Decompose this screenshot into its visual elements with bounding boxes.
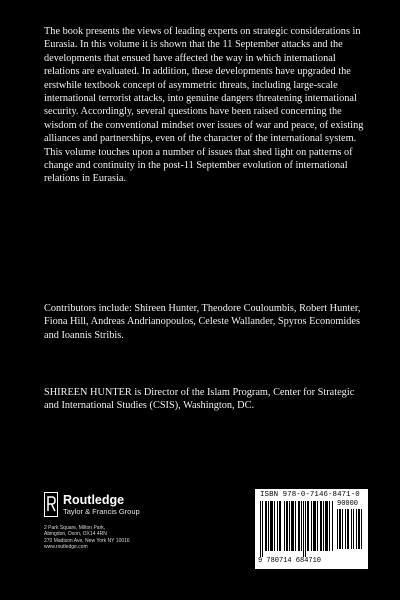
publisher-text: [63, 494, 140, 516]
barcode-bar: [311, 501, 312, 551]
barcode-bar: [323, 501, 324, 551]
barcode-bar: [356, 509, 357, 549]
publisher-name: Routledge: [63, 492, 125, 507]
publisher-logo-row: [44, 492, 194, 517]
barcode-bar: [313, 501, 316, 551]
barcode-bar: [295, 501, 296, 551]
blurb-text: The book presents the views of leading experts on strategic considerations in Eurasia. In this volume it is shown that the 11 September attacks and the developments that ensued have affected the way in which international relations are evaluated. In addition, these developments have upgraded the erstwhile textbook concept of asymmetric threats, including large-scale international terrorist attacks, into genuine dangers threatening international security. Accordingly, several questions have been raised concerning the wisdom of the conventional mindset over issues of war and peace, of existing alliances and partnerships, even of the character of the international system. This volume touches upon a number of issues that shed light on patterns of change and continuity in the post-11 September evolution of international relations in Eurasia.: [44, 26, 364, 185]
barcode-bar: [307, 501, 309, 551]
address-line: 2 Park Square, Milton Park,: [44, 525, 106, 531]
ean-digits: 9 780714 684710: [258, 557, 322, 565]
barcode-bar: [329, 501, 330, 551]
barcode-bar: [305, 501, 306, 557]
barcode-bar: [345, 509, 346, 549]
publisher-block: [44, 492, 194, 551]
barcode-bar: [325, 501, 328, 551]
contributors-text: Contributors include: Shireen Hunter, Theodore Couloumbis, Robert Hunter, Fiona Hill, Andreas Andrianopoulos, Celeste Wallander, Spyros Economides and Ioannis Stribis.: [44, 303, 361, 341]
barcode-bar: [279, 501, 281, 551]
barcode-bar: [353, 509, 354, 549]
address-line: Abingdon, Oxon, OX14 4RN: [44, 531, 107, 538]
author-bio-text: SHIREEN HUNTER is Director of the Islam Program, Center for Strategic and International Studies (CSIS), Washington, DC.: [44, 387, 355, 412]
address-line: www.routledge.com: [44, 544, 88, 551]
barcode-bar: [317, 501, 318, 551]
barcode-bar: [262, 501, 263, 557]
barcode-bar: [289, 501, 290, 551]
barcode-bar: [268, 501, 269, 551]
barcode-bar: [277, 501, 278, 551]
addon-code: 90000: [337, 500, 359, 508]
addon-barcode-bars: [337, 509, 364, 555]
publisher-address: [44, 525, 194, 551]
isbn-text: ISBN 978-0-7146-8471-0: [260, 491, 360, 499]
barcode-bar: [351, 509, 352, 549]
barcode-bar: [339, 509, 341, 549]
barcode-bar: [358, 509, 360, 549]
barcode-bar: [361, 509, 362, 549]
barcode-bar: [291, 501, 294, 551]
barcode-bar: [284, 501, 285, 551]
barcode-bar: [337, 509, 338, 549]
barcode-bar: [260, 501, 261, 557]
barcode-bar: [301, 501, 302, 551]
routledge-logo-icon: [44, 492, 58, 517]
barcode-bar: [332, 501, 333, 551]
barcode-bar: [265, 501, 267, 551]
barcode-bar: [342, 509, 343, 549]
barcode-bar: [286, 501, 288, 551]
ean-barcode-bars: [260, 501, 335, 557]
barcode-bar: [303, 501, 304, 557]
barcode-bar: [298, 501, 300, 551]
address-line: 270 Madison Ave, New York NY 10016: [44, 537, 130, 544]
publisher-group: Taylor & Francis Group: [63, 506, 140, 516]
barcode-bar: [270, 501, 273, 551]
barcode-bar: [274, 501, 275, 551]
barcode-bar: [320, 501, 322, 551]
isbn-barcode: [255, 489, 368, 569]
barcode-bar: [347, 509, 349, 549]
